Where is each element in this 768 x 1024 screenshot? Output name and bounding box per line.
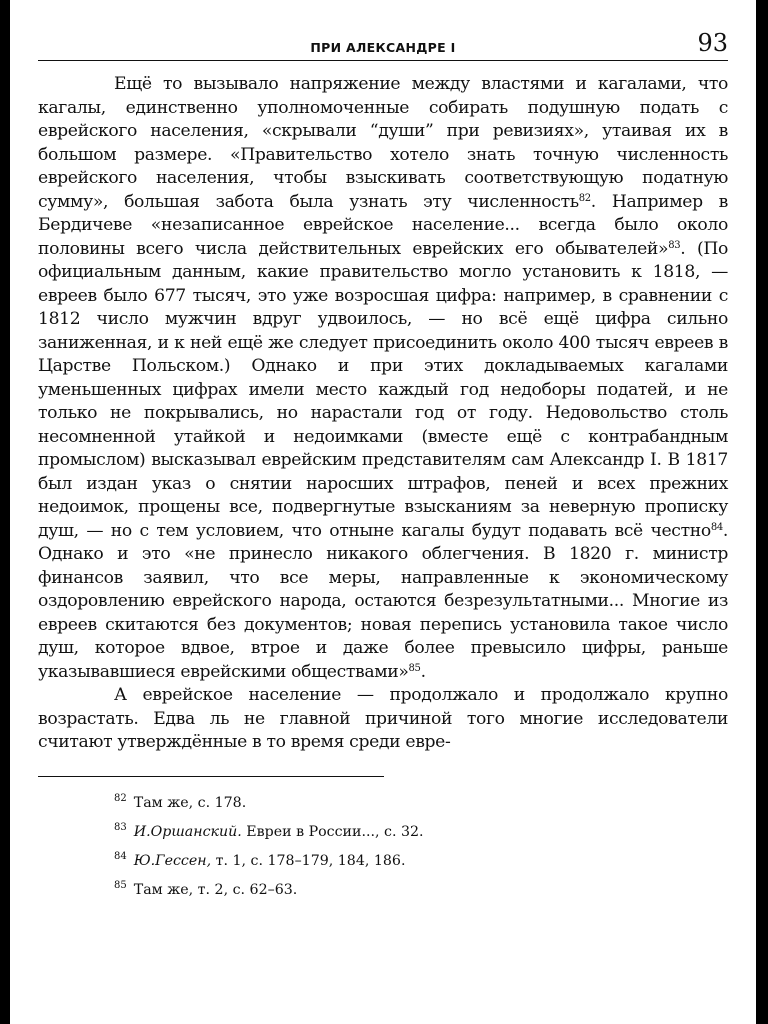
header-rule (38, 60, 728, 61)
text-segment: . Например в Бердичеве «незаписанное еврейское население... всегда было около половины всего числа действительных еврейских его обывателей» (38, 191, 729, 259)
footnote-author: Ю.Гессен, (133, 852, 212, 869)
footnote-ref-84[interactable]: 84 (710, 521, 723, 533)
scan-edge-right (756, 0, 768, 1024)
paragraph-2: А еврейское население — продолжало и продолжало крупно возрастать. Едва ль не главной причиной того многие исследователи считают утверждённые в то время среди евре- (38, 685, 728, 752)
main-text (38, 73, 728, 755)
footnote-ref-83[interactable]: 83 (668, 239, 681, 251)
page-number: 93 (697, 29, 728, 57)
footnote-mark: 83 (114, 821, 127, 833)
footnote-text: Там же, т. 2, с. 62–63. (133, 881, 298, 898)
footnote-text: Евреи в России..., с. 32. (241, 823, 424, 840)
footnotes (38, 789, 728, 905)
book-page (38, 26, 728, 905)
footnote-82 (114, 789, 728, 818)
footnote-84 (114, 847, 728, 876)
footnote-author: И.Оршанский. (133, 823, 242, 840)
footnote-83 (114, 818, 728, 847)
footnote-mark: 84 (114, 850, 127, 862)
paragraph-1 (38, 73, 728, 684)
footnote-ref-85[interactable]: 85 (408, 662, 421, 674)
footnote-text: Там же, с. 178. (133, 794, 247, 811)
footnote-85 (114, 876, 728, 905)
footnote-text: т. 1, с. 178–179, 184, 186. (211, 852, 406, 869)
footnote-mark: 85 (114, 879, 127, 891)
scan-edge-left (0, 0, 10, 1024)
footnote-separator (38, 776, 384, 777)
text-segment: . Однако и это «не принесло никакого облегчения. В 1820 г. министр финансов заявил, что все меры, направленные к экономическому оздоровлению еврейского народа, остаются безрезультатными... Многие из евреев скитаются без документов; новая перепись установила такое число душ, которое вдвое, втрое и даже более превысило цифры, раньше указывавшиеся еврейскими обществами» (38, 520, 728, 682)
text-segment: Ещё то вызывало напряжение между властями и кагалами, что кагалы, единственно уполномоченные собирать подушную подать с еврейского населения, «скрывали “души” при ревизиях», утаивая их в большом размере. «Правительство хотело знать точную численность еврейского населения, чтобы взыскивать соответствующую податную сумму», большая забота была узнать эту численность (38, 74, 728, 212)
running-title: ПРИ АЛЕКСАНДРЕ I (310, 40, 456, 55)
text-segment: . (420, 661, 426, 682)
text-segment: . (По официальным данным, какие правительство могло установить к 1818, — евреев было 677 тысяч, это уже возросшая цифра: например, в сравнении с 1812 число мужчин вдруг удвоилось, — но всё ещё цифра сильно заниженная, и к ней ещё же следует присоединить около 400 тысяч евреев в Царстве Польском.) Однако и при этих докладываемых кагалами уменьшенных цифрах имели место каждый год недоборы податей, и не только не покрывались, но нарастали год от году. Недовольство столь несомненной утайкой и недоимками (вместе ещё с контрабандным промыслом) высказывал еврейским представителям сам Александр I. В 1817 был издан указ о снятии наросших штрафов, пеней и всех прежних недоимок, прощены все, подвергнутые взысканиям за неверную прописку душ, — но с тем условием, что отныне кагалы будут подавать всё честно (38, 238, 728, 541)
footnote-ref-82[interactable]: 82 (578, 192, 591, 204)
running-head (38, 26, 728, 60)
footnote-mark: 82 (114, 792, 127, 804)
